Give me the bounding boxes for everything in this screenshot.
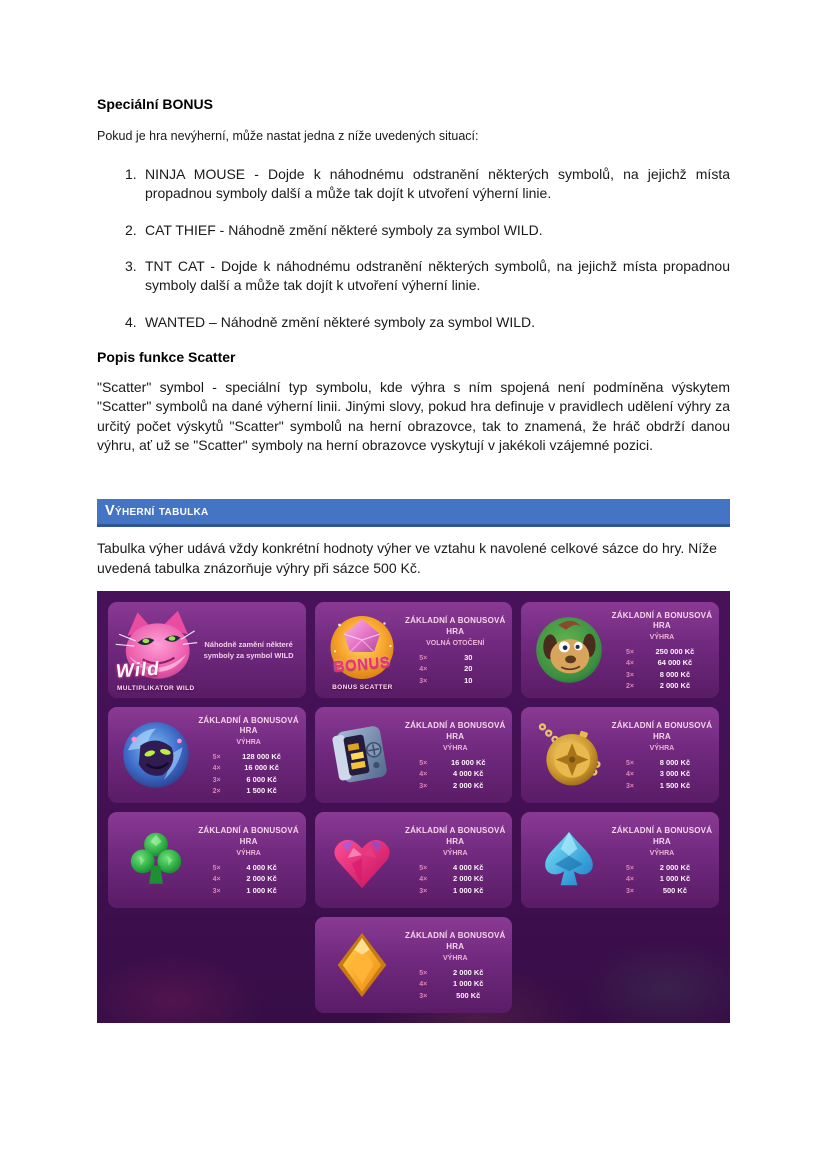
- card-subheader: VÝHRA: [236, 739, 261, 747]
- card-header: ZÁKLADNÍ A BONUSOVÁ HRA: [611, 610, 713, 630]
- card-header: ZÁKLADNÍ A BONUSOVÁ HRA: [198, 826, 299, 846]
- list-item: CAT THIEF - Náhodně změní některé symboly za symbol WILD.: [145, 221, 543, 238]
- pay-row: 5× 16 000 Kč: [419, 757, 486, 767]
- pay-row: 5× 2 000 Kč: [419, 967, 484, 977]
- pay-row: 5× 30: [419, 652, 473, 662]
- card-header: ZÁKLADNÍ A BONUSOVÁ HRA: [198, 715, 299, 735]
- card-subheader: VÝHRA: [649, 850, 675, 858]
- card-subheader: VÝHRA: [443, 955, 468, 963]
- pay-row: 5× 4 000 Kč: [419, 862, 484, 872]
- bonus-logo-text: BONUS: [333, 653, 392, 676]
- paytable-card-watch: [521, 707, 719, 803]
- card-header: ZÁKLADNÍ A BONUSOVÁ HRA: [611, 826, 713, 846]
- paytable-card-club: [108, 812, 306, 908]
- paytable-card-wild: [108, 602, 306, 698]
- pay-row: 5× 8 000 Kč: [625, 757, 691, 767]
- pay-row: 2× 2 000 Kč: [625, 681, 691, 691]
- pay-row: 5× 128 000 Kč: [212, 751, 281, 761]
- bonus-situations-list: [97, 165, 730, 332]
- card-subheader: VÝHRA: [649, 634, 675, 642]
- card-header: ZÁKLADNÍ A BONUSOVÁ HRA: [404, 931, 506, 951]
- card-header: ZÁKLADNÍ A BONUSOVÁ HRA: [404, 721, 506, 741]
- sheriff-dog-icon: [527, 611, 611, 689]
- heading-special-bonus: Speciální BONUS: [97, 96, 213, 112]
- pay-row: 3× 1 000 Kč: [212, 885, 277, 895]
- heading-scatter: Popis funkce Scatter: [97, 349, 236, 365]
- pay-row: 4× 3 000 Kč: [625, 769, 691, 779]
- pay-row: 4× 20: [419, 664, 473, 674]
- pay-row: 2× 1 500 Kč: [212, 786, 277, 796]
- pocket-watch-icon: [527, 716, 611, 794]
- pay-row: 3× 2 000 Kč: [419, 780, 484, 790]
- club-gem-icon: [114, 824, 198, 896]
- pay-row: 3× 500 Kč: [625, 885, 688, 895]
- bonus-gem-icon: [321, 610, 405, 691]
- pay-row: 4× 2 000 Kč: [212, 874, 277, 884]
- paytable-card-ghost-cat: [108, 707, 306, 803]
- safe-icon: [321, 716, 405, 794]
- list-item: TNT CAT - Dojde k náhodnému odstranění některých symbolů, na jejichž místa propadnou symboly další a může tak dojít k utvoření výherní linie.: [145, 258, 730, 294]
- card-subheader: VÝHRA: [443, 745, 468, 753]
- pay-row: 3× 500 Kč: [419, 990, 481, 1000]
- pay-row: 4× 16 000 Kč: [212, 763, 279, 773]
- pay-row: 3× 6 000 Kč: [212, 774, 277, 784]
- ghost-cat-icon: [114, 716, 198, 794]
- card-header: ZÁKLADNÍ A BONUSOVÁ HRA: [404, 616, 506, 636]
- pay-row: 5× 2 000 Kč: [625, 862, 691, 872]
- wild-cat-icon: [114, 609, 198, 692]
- paytable-card-spade: [521, 812, 719, 908]
- pay-row: 4× 4 000 Kč: [419, 769, 484, 779]
- paytable-image: [97, 591, 730, 1023]
- paytable-card-bonus: [315, 602, 513, 698]
- paytable-card-safe: [315, 707, 513, 803]
- pay-row: 4× 1 000 Kč: [419, 979, 484, 989]
- pay-row: 5× 4 000 Kč: [212, 862, 277, 872]
- scatter-description: "Scatter" symbol - speciální typ symbolu, kde výhra s ním spojená není podmíněna výskytem "Scatter" symbolů na dané výherní linii. Jinými slovy, pokud hra definuje v pravidlech udělení výhry za určitý počet výskytů "Scatter" symbolů na herní obrazovce, tak to znamená, že hráč obdrží danou výhru, ať už se "Scatter" symboly na herní obrazovce vyskytují v jakékoli vzájemné pozici.: [97, 379, 730, 453]
- pay-row: 4× 2 000 Kč: [419, 874, 484, 884]
- pay-row: 3× 10: [419, 675, 473, 685]
- card-subheader: VOLNÁ OTOČENÍ: [426, 640, 485, 648]
- paytable-description: Tabulka výher udává vždy konkrétní hodnoty výher ve vztahu k navolené celkové sázce do hry. Níže uvedená tabulka znázorňuje výhry při sázce 500 Kč.: [97, 540, 717, 576]
- pay-row: 3× 1 000 Kč: [419, 885, 484, 895]
- spade-gem-icon: [527, 824, 611, 896]
- pay-row: 4× 1 000 Kč: [625, 874, 691, 884]
- card-header: ZÁKLADNÍ A BONUSOVÁ HRA: [611, 721, 713, 741]
- wild-description: Náhodně zamění některé symboly za symbol WILD: [203, 640, 294, 661]
- section-bar-paytable: Výherní tabulka: [97, 499, 730, 527]
- diamond-gem-icon: [321, 928, 405, 1002]
- paytable-card-dog: [521, 602, 719, 698]
- pay-row: 4× 64 000 Kč: [625, 658, 693, 668]
- card-header: ZÁKLADNÍ A BONUSOVÁ HRA: [404, 826, 506, 846]
- card-subheader: VÝHRA: [649, 745, 675, 753]
- pay-row: 3× 8 000 Kč: [625, 669, 691, 679]
- card-subheader: VÝHRA: [236, 850, 261, 858]
- card-subheader: VÝHRA: [443, 850, 468, 858]
- heart-gem-icon: [321, 826, 405, 894]
- pay-row: 3× 1 500 Kč: [625, 780, 691, 790]
- list-item: NINJA MOUSE - Dojde k náhodnému odstranění některých symbolů, na jejichž místa propadnou symboly další a může tak dojít k utvoření výherní linie.: [145, 166, 730, 202]
- bonus-intro-text: Pokud je hra nevýherní, může nastat jedna z níže uvedených situací:: [97, 129, 479, 143]
- paytable-card-heart: [315, 812, 513, 908]
- bonus-caption: BONUS SCATTER: [332, 683, 393, 691]
- pay-row: 5× 250 000 Kč: [625, 646, 695, 656]
- paytable-card-diamond: [315, 917, 513, 1013]
- wild-logo-text: Wild: [115, 658, 161, 683]
- list-item: WANTED – Náhodně změní některé symboly za symbol WILD.: [145, 313, 536, 330]
- wild-caption: MULTIPLIKATOR WILD: [116, 684, 195, 692]
